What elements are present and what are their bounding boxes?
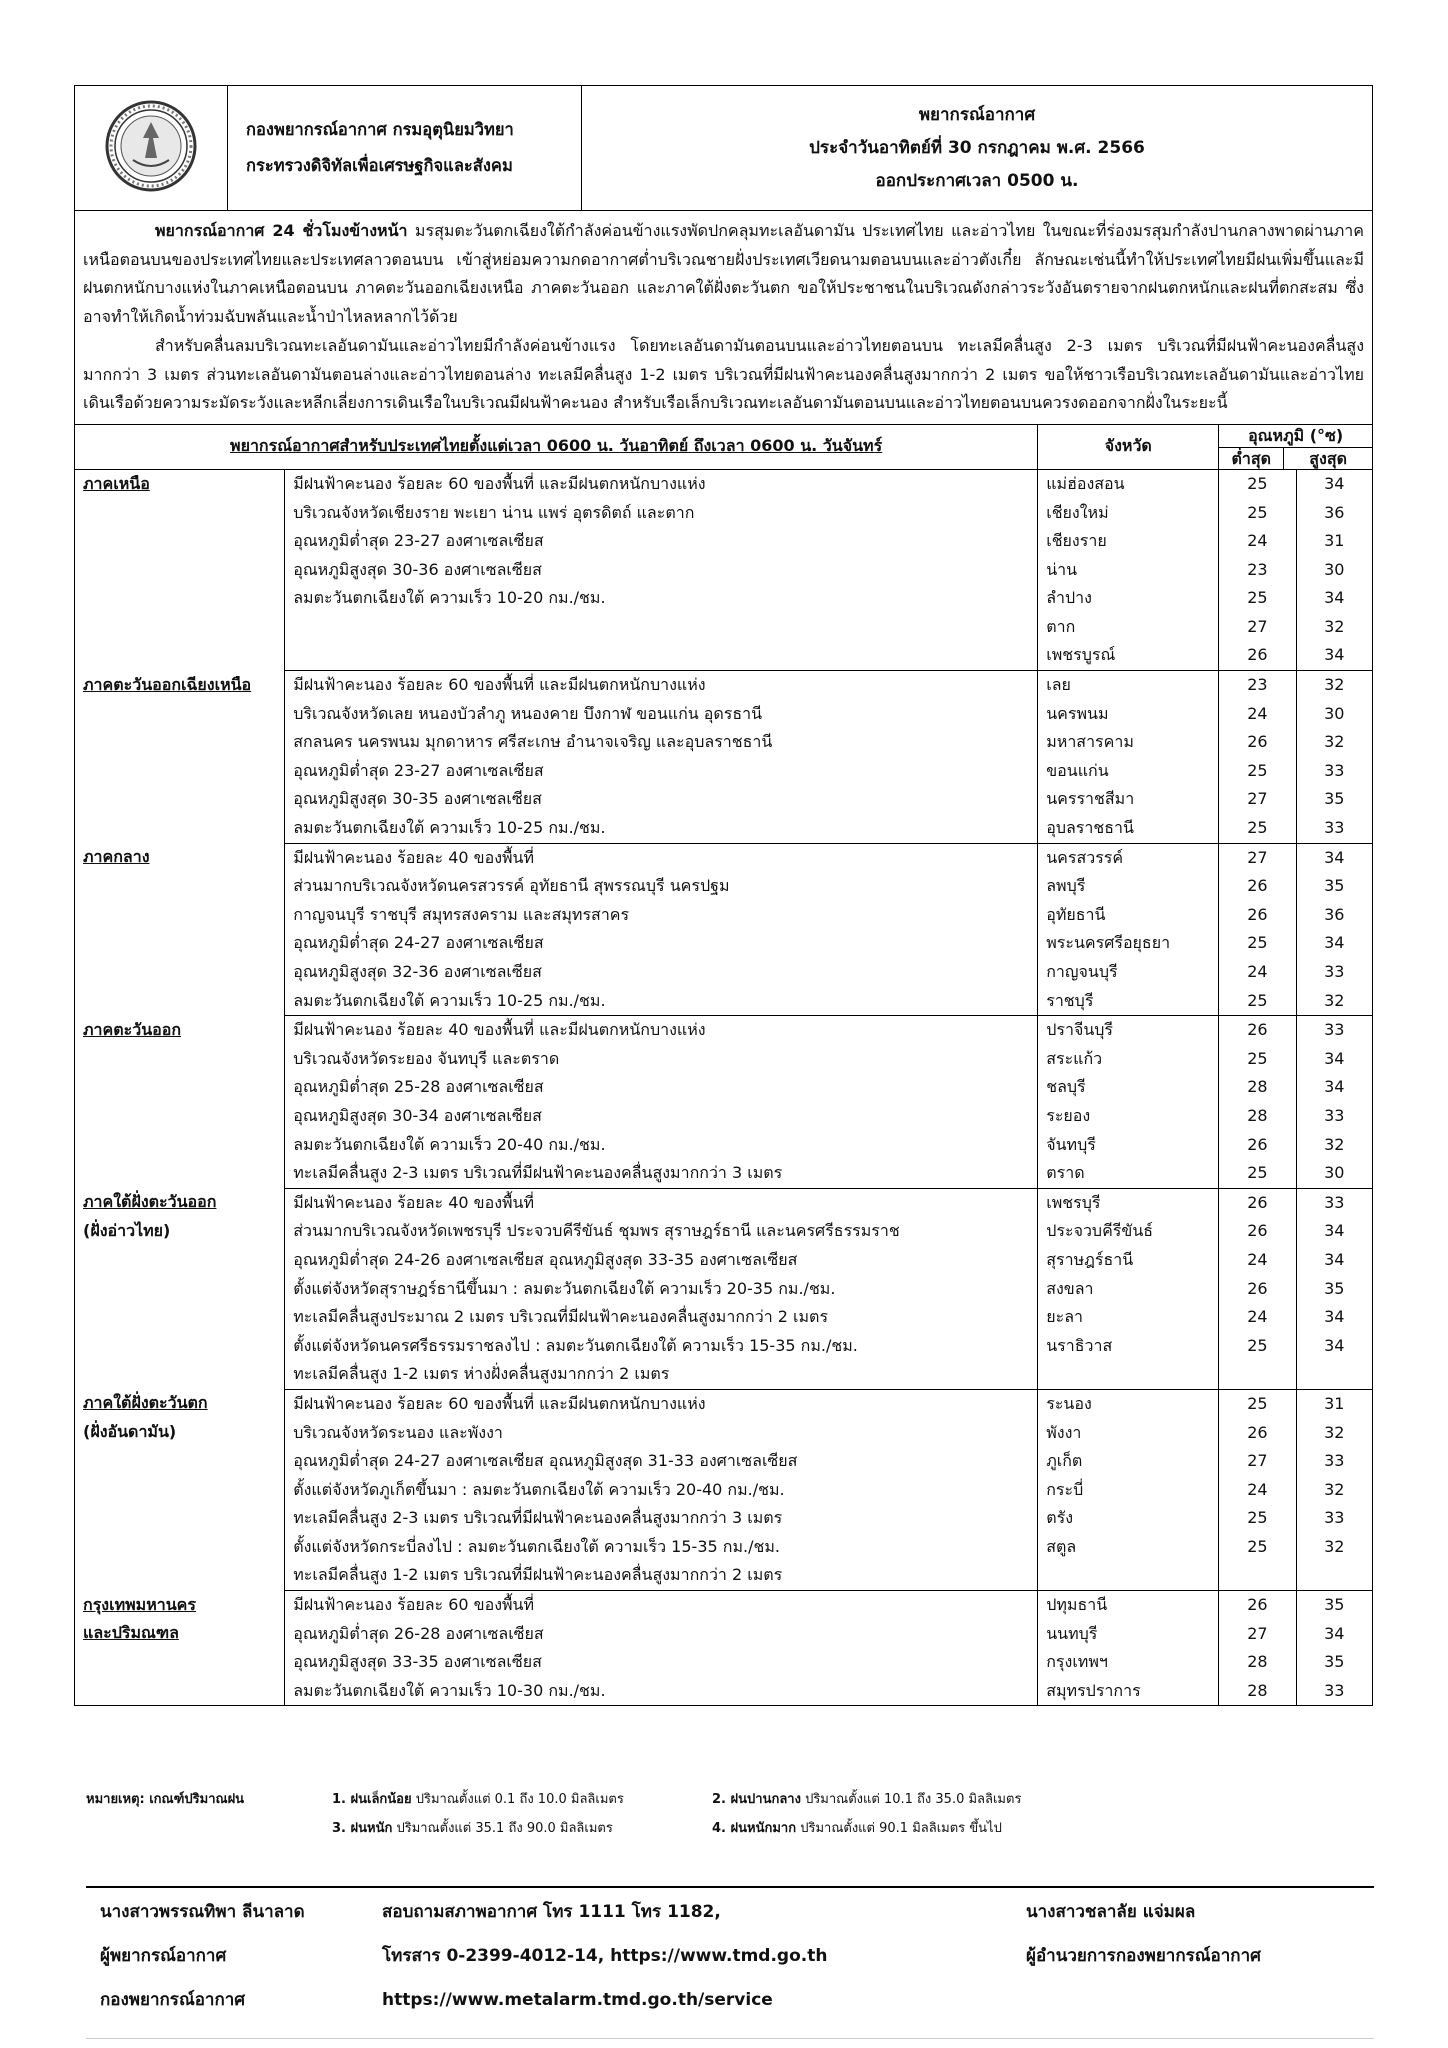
region-block <box>75 1389 1373 1590</box>
forecast-line: อุณหภูมิต่ำสุด 26-28 องศาเซลเซียส <box>285 1620 1038 1649</box>
min-temp: 25 <box>1219 929 1296 958</box>
forecast-line: อุณหภูมิสูงสุด 32-36 องศาเซลเซียส <box>285 958 1038 987</box>
region-name <box>75 1016 285 1189</box>
min-temp: 26 <box>1219 1217 1296 1246</box>
max-temp: 34 <box>1296 1073 1372 1102</box>
max-temp: 33 <box>1296 1016 1372 1045</box>
forecast-line: ทะเลมีคลื่นสูง 1-2 เมตร ห่างฝั่งคลื่นสูงมากกว่า 2 เมตร <box>285 1360 1038 1389</box>
temperature-header-label: อุณหภูมิ (°ซ) <box>1219 425 1372 448</box>
note-desc: ปริมาณตั้งแต่ 35.1 ถึง 90.0 มิลลิเมตร <box>392 1821 613 1836</box>
max-temp: 33 <box>1296 1677 1372 1706</box>
document-title: พยากรณ์อากาศ <box>918 104 1036 125</box>
forecast-line: อุณหภูมิต่ำสุด 23-27 องศาเซลเซียส <box>285 757 1038 786</box>
min-temp: 26 <box>1219 1131 1296 1160</box>
province-name: พระนครศรีอยุธยา <box>1038 929 1219 958</box>
forecaster-department: กองพยากรณ์อากาศ <box>100 1990 246 2010</box>
region-name-line: และปริมณฑล <box>83 1623 179 1643</box>
min-temp: 27 <box>1219 785 1296 814</box>
province-name: เพชรบูรณ์ <box>1038 641 1219 670</box>
region-block <box>75 671 1373 844</box>
forecast-document <box>74 85 1373 1706</box>
min-temp: 26 <box>1219 901 1296 930</box>
min-temp: 26 <box>1219 1016 1296 1045</box>
min-temp: 24 <box>1219 700 1296 729</box>
max-temp: 34 <box>1296 843 1372 872</box>
forecast-line: อุณหภูมิสูงสุด 30-34 องศาเซลเซียส <box>285 1102 1038 1131</box>
forecast-line: ทะเลมีคลื่นสูงประมาณ 2 เมตร บริเวณที่มีฝนฟ้าคะนองคลื่นสูงมากกว่า 2 เมตร <box>285 1303 1038 1332</box>
issue-time: ออกประกาศเวลา 0500 น. <box>875 170 1079 191</box>
forecast-line: บริเวณจังหวัดระยอง จันทบุรี และตราด <box>285 1045 1038 1074</box>
province-name: ตราด <box>1038 1159 1219 1188</box>
forecast-line: ส่วนมากบริเวณจังหวัดเพชรบุรี ประจวบคีรีขันธ์ ชุมพร สุราษฎร์ธานี และนครศรีธรรมราช <box>285 1217 1038 1246</box>
min-temp: 25 <box>1219 584 1296 613</box>
province-name: สตูล <box>1038 1533 1219 1562</box>
max-temp: 34 <box>1296 1620 1372 1649</box>
max-temp: 31 <box>1296 527 1372 556</box>
max-temp: 34 <box>1296 1332 1372 1361</box>
province-name: สุราษฎร์ธานี <box>1038 1246 1219 1275</box>
province-name: พังงา <box>1038 1419 1219 1448</box>
contact-info <box>382 1890 827 2022</box>
forecast-line: ทะเลมีคลื่นสูง 2-3 เมตร บริเวณที่มีฝนฟ้าคะนองคลื่นสูงมากกว่า 3 เมตร <box>285 1159 1038 1188</box>
bottom-rule <box>86 2038 1374 2039</box>
forecaster-name: นางสาวพรรณทิพา ลีนาลาด <box>100 1902 305 1922</box>
forecast-summary <box>74 211 1373 425</box>
province-name: เชียงใหม่ <box>1038 499 1219 528</box>
province-name: ระยอง <box>1038 1102 1219 1131</box>
min-temp: 26 <box>1219 872 1296 901</box>
director-name: นางสาวชลาลัย แจ่มผล <box>1026 1902 1196 1922</box>
min-temp <box>1219 1360 1296 1389</box>
province-name: ปทุมธานี <box>1038 1591 1219 1620</box>
forecast-line: ตั้งแต่จังหวัดภูเก็ตขึ้นมา : ลมตะวันตกเฉียงใต้ ความเร็ว 20-40 กม./ชม. <box>285 1476 1038 1505</box>
region-name-line: (ฝั่งอันดามัน) <box>83 1422 177 1442</box>
max-temp: 34 <box>1296 469 1372 498</box>
province-name: ลพบุรี <box>1038 872 1219 901</box>
max-temp: 32 <box>1296 728 1372 757</box>
max-temp: 33 <box>1296 1102 1372 1131</box>
max-temp: 30 <box>1296 1159 1372 1188</box>
max-temp: 35 <box>1296 1275 1372 1304</box>
min-temp: 26 <box>1219 1188 1296 1217</box>
forecast-line: ลมตะวันตกเฉียงใต้ ความเร็ว 10-25 กม./ชม. <box>285 814 1038 843</box>
province-name: ตาก <box>1038 613 1219 642</box>
region-name-line: ภาคกลาง <box>83 847 150 867</box>
min-temp: 27 <box>1219 613 1296 642</box>
max-temp: 33 <box>1296 1188 1372 1217</box>
forecast-line <box>285 641 1038 670</box>
province-name: อุบลราชธานี <box>1038 814 1219 843</box>
forecast-period-header: พยากรณ์อากาศสำหรับประเทศไทยตั้งแต่เวลา 0600 น. วันอาทิตย์ ถึงเวลา 0600 น. วันจันทร์ <box>75 425 1038 470</box>
agency-cell <box>228 86 582 211</box>
max-temp <box>1296 1561 1372 1590</box>
header-table <box>74 85 1373 211</box>
max-temp: 36 <box>1296 499 1372 528</box>
note-term: 3. ฝนหนัก <box>332 1821 393 1836</box>
region-name-line: ภาคตะวันออกเฉียงเหนือ <box>83 674 252 694</box>
note-item <box>712 1814 1002 1843</box>
region-name-line: กรุงเทพมหานคร <box>83 1594 196 1614</box>
min-temp: 26 <box>1219 1419 1296 1448</box>
max-temp: 33 <box>1296 814 1372 843</box>
province-header: จังหวัด <box>1038 425 1219 470</box>
province-name: ราชบุรี <box>1038 987 1219 1016</box>
province-name: นครราชสีมา <box>1038 785 1219 814</box>
max-temp <box>1296 1360 1372 1389</box>
min-temp: 28 <box>1219 1648 1296 1677</box>
forecast-line: ทะเลมีคลื่นสูง 2-3 เมตร บริเวณที่มีฝนฟ้าคะนองคลื่นสูงมากกว่า 3 เมตร <box>285 1504 1038 1533</box>
province-name: ขอนแก่น <box>1038 757 1219 786</box>
province-name: นนทบุรี <box>1038 1620 1219 1649</box>
province-name: มหาสารคาม <box>1038 728 1219 757</box>
region-name <box>75 843 285 1016</box>
forecast-line <box>285 613 1038 642</box>
min-temp: 26 <box>1219 641 1296 670</box>
max-temp: 34 <box>1296 641 1372 670</box>
max-temp: 36 <box>1296 901 1372 930</box>
min-temp: 25 <box>1219 1533 1296 1562</box>
agency-name: กองพยากรณ์อากาศ กรมอุตุนิยมวิทยา <box>246 120 514 139</box>
title-cell <box>582 86 1373 211</box>
min-temp: 23 <box>1219 671 1296 700</box>
region-block <box>75 1188 1373 1389</box>
min-temp: 28 <box>1219 1073 1296 1102</box>
note-desc: ปริมาณตั้งแต่ 90.1 มิลลิเมตร ขึ้นไป <box>796 1821 1002 1836</box>
forecast-line: อุณหภูมิต่ำสุด 23-27 องศาเซลเซียส <box>285 527 1038 556</box>
max-temp: 31 <box>1296 1389 1372 1418</box>
note-item <box>712 1785 1021 1814</box>
forecast-line: ส่วนมากบริเวณจังหวัดนครสวรรค์ อุทัยธานี สุพรรณบุรี นครปฐม <box>285 872 1038 901</box>
note-term: 4. ฝนหนักมาก <box>712 1821 797 1836</box>
province-name <box>1038 1360 1219 1389</box>
min-temp-header: ต่ำสุด <box>1219 448 1284 469</box>
region-block <box>75 843 1373 1016</box>
footer-divider <box>86 1886 1374 1888</box>
min-temp: 25 <box>1219 1504 1296 1533</box>
province-name: ภูเก็ต <box>1038 1447 1219 1476</box>
max-temp: 32 <box>1296 671 1372 700</box>
forecast-line: ลมตะวันตกเฉียงใต้ ความเร็ว 10-20 กม./ชม. <box>285 584 1038 613</box>
region-name <box>75 1188 285 1389</box>
temperature-subheaders <box>1219 448 1372 469</box>
max-temp: 35 <box>1296 872 1372 901</box>
forecast-line: ตั้งแต่จังหวัดสุราษฎร์ธานีขึ้นมา : ลมตะวันตกเฉียงใต้ ความเร็ว 20-35 กม./ชม. <box>285 1275 1038 1304</box>
province-name: กรุงเทพฯ <box>1038 1648 1219 1677</box>
table-row <box>75 469 1373 498</box>
province-name: ระนอง <box>1038 1389 1219 1418</box>
forecast-line: บริเวณจังหวัดเชียงราย พะเยา น่าน แพร่ อุตรดิตถ์ และตาก <box>285 499 1038 528</box>
min-temp: 25 <box>1219 814 1296 843</box>
forecast-line: มีฝนฟ้าคะนอง ร้อยละ 60 ของพื้นที่ และมีฝนตกหนักบางแห่ง <box>285 671 1038 700</box>
province-name: ยะลา <box>1038 1303 1219 1332</box>
forecast-line: อุณหภูมิสูงสุด 33-35 องศาเซลเซียส <box>285 1648 1038 1677</box>
min-temp: 24 <box>1219 527 1296 556</box>
max-temp: 30 <box>1296 700 1372 729</box>
min-temp: 25 <box>1219 469 1296 498</box>
forecast-line: ทะเลมีคลื่นสูง 1-2 เมตร บริเวณที่มีฝนฟ้าคะนองคลื่นสูงมากกว่า 2 เมตร <box>285 1561 1038 1590</box>
table-row <box>75 671 1373 700</box>
max-temp: 32 <box>1296 987 1372 1016</box>
min-temp: 27 <box>1219 1447 1296 1476</box>
contact-phone: สอบถามสภาพอากาศ โทร 1111 โทร 1182, <box>382 1902 721 1922</box>
forecast-line: มีฝนฟ้าคะนอง ร้อยละ 40 ของพื้นที่ <box>285 1188 1038 1217</box>
forecast-line: มีฝนฟ้าคะนอง ร้อยละ 60 ของพื้นที่ <box>285 1591 1038 1620</box>
province-name: สมุทรปราการ <box>1038 1677 1219 1706</box>
logo-cell <box>75 86 228 211</box>
province-name: จันทบุรี <box>1038 1131 1219 1160</box>
forecast-line: สกลนคร นครพนม มุกดาหาร ศรีสะเกษ อำนาจเจริญ และอุบลราชธานี <box>285 728 1038 757</box>
province-name: สระแก้ว <box>1038 1045 1219 1074</box>
forecast-line: มีฝนฟ้าคะนอง ร้อยละ 40 ของพื้นที่ <box>285 843 1038 872</box>
region-block <box>75 1591 1373 1706</box>
forecaster-signature <box>100 1890 305 2022</box>
forecast-line: ตั้งแต่จังหวัดกระบี่ลงไป : ลมตะวันตกเฉียงใต้ ความเร็ว 15-35 กม./ชม. <box>285 1533 1038 1562</box>
max-temp: 30 <box>1296 556 1372 585</box>
min-temp: 26 <box>1219 728 1296 757</box>
min-temp: 25 <box>1219 499 1296 528</box>
note-term: 1. ฝนเล็กน้อย <box>332 1792 412 1807</box>
forecast-line: อุณหภูมิต่ำสุด 24-27 องศาเซลเซียส อุณหภูมิสูงสุด 31-33 องศาเซลเซียส <box>285 1447 1038 1476</box>
province-name: แม่ฮ่องสอน <box>1038 469 1219 498</box>
min-temp: 26 <box>1219 1591 1296 1620</box>
province-name: เลย <box>1038 671 1219 700</box>
table-row <box>75 843 1373 872</box>
province-name: ตรัง <box>1038 1504 1219 1533</box>
tmd-seal-icon <box>103 98 199 194</box>
contact-fax-website[interactable]: โทรสาร 0-2399-4012-14, https://www.tmd.go.th <box>382 1946 828 1966</box>
province-name: เชียงราย <box>1038 527 1219 556</box>
province-name: สงขลา <box>1038 1275 1219 1304</box>
forecast-line: อุณหภูมิสูงสุด 30-35 องศาเซลเซียส <box>285 785 1038 814</box>
province-name: ปราจีนบุรี <box>1038 1016 1219 1045</box>
min-temp: 27 <box>1219 1620 1296 1649</box>
max-temp: 34 <box>1296 1303 1372 1332</box>
province-name: ลำปาง <box>1038 584 1219 613</box>
max-temp: 33 <box>1296 958 1372 987</box>
summary-paragraph-2: สำหรับคลื่นลมบริเวณทะเลอันดามันและอ่าวไทยมีกำลังค่อนข้างแรง โดยทะเลอันดามันตอนบนและอ่าวไทยตอนบน ทะเลมีคลื่นสูง 2-3 เมตร บริเวณที่มีฝนฟ้าคะนองคลื่นสูงมากกว่า 3 เมตร ส่วนทะเลอันดามันตอนล่างและอ่าวไทยตอนล่าง ทะเลมีคลื่นสูง 1-2 เมตร บริเวณที่มีฝนฟ้าคะนองคลื่นสูงมากกว่า 2 เมตร ขอให้ชาวเรือบริเวณทะเลอันดามันและอ่าวไทยเดินเรือด้วยความระมัดระวังและหลีกเลี่ยงการเดินเรือในบริเวณมีฝนฟ้าคะนอง สำหรับเรือเล็กบริเวณทะเลอันดามันตอนบนและอ่าวไทยตอนบนควรงดออกจากฝั่งในระยะนี้ <box>83 335 1364 413</box>
table-row <box>75 1016 1373 1045</box>
min-temp: 24 <box>1219 1476 1296 1505</box>
temperature-header <box>1219 425 1373 470</box>
max-temp: 32 <box>1296 1131 1372 1160</box>
max-temp: 32 <box>1296 1476 1372 1505</box>
min-temp: 24 <box>1219 1246 1296 1275</box>
region-name-line: ภาคใต้ฝั่งตะวันออก <box>83 1192 217 1212</box>
province-name: ชลบุรี <box>1038 1073 1219 1102</box>
table-row <box>75 1591 1373 1620</box>
max-temp: 34 <box>1296 929 1372 958</box>
min-temp: 25 <box>1219 757 1296 786</box>
forecast-line: ลมตะวันตกเฉียงใต้ ความเร็ว 20-40 กม./ชม. <box>285 1131 1038 1160</box>
province-name <box>1038 1561 1219 1590</box>
max-temp: 33 <box>1296 1504 1372 1533</box>
region-name-line: ภาคตะวันออก <box>83 1019 182 1039</box>
max-temp: 34 <box>1296 584 1372 613</box>
note-item <box>332 1785 624 1814</box>
max-temp: 34 <box>1296 1217 1372 1246</box>
forecast-line: มีฝนฟ้าคะนอง ร้อยละ 40 ของพื้นที่ และมีฝนตกหนักบางแห่ง <box>285 1016 1038 1045</box>
forecast-line: อุณหภูมิสูงสุด 30-36 องศาเซลเซียส <box>285 556 1038 585</box>
min-temp: 24 <box>1219 958 1296 987</box>
max-temp: 33 <box>1296 1447 1372 1476</box>
min-temp: 28 <box>1219 1102 1296 1131</box>
province-name: อุทัยธานี <box>1038 901 1219 930</box>
region-name-line: ภาคใต้ฝั่งตะวันตก <box>83 1393 208 1413</box>
province-name: เพชรบุรี <box>1038 1188 1219 1217</box>
max-temp: 32 <box>1296 1533 1372 1562</box>
forecast-line: บริเวณจังหวัดระนอง และพังงา <box>285 1419 1038 1448</box>
forecast-line: อุณหภูมิต่ำสุด 24-27 องศาเซลเซียส <box>285 929 1038 958</box>
forecast-line: มีฝนฟ้าคะนอง ร้อยละ 60 ของพื้นที่ และมีฝนตกหนักบางแห่ง <box>285 1389 1038 1418</box>
note-desc: ปริมาณตั้งแต่ 0.1 ถึง 10.0 มิลลิเมตร <box>411 1792 624 1807</box>
rainfall-note <box>86 1785 1186 1845</box>
min-temp: 27 <box>1219 843 1296 872</box>
max-temp: 32 <box>1296 613 1372 642</box>
province-name: กาญจนบุรี <box>1038 958 1219 987</box>
province-name: ประจวบคีรีขันธ์ <box>1038 1217 1219 1246</box>
max-temp: 35 <box>1296 1591 1372 1620</box>
min-temp: 25 <box>1219 1045 1296 1074</box>
min-temp <box>1219 1561 1296 1590</box>
region-block <box>75 469 1373 670</box>
region-name <box>75 469 285 670</box>
contact-service-link[interactable]: https://www.metalarm.tmd.go.th/service <box>382 1990 773 2010</box>
forecaster-title: ผู้พยากรณ์อากาศ <box>100 1946 227 1966</box>
region-name <box>75 1389 285 1590</box>
province-name: น่าน <box>1038 556 1219 585</box>
min-temp: 25 <box>1219 1389 1296 1418</box>
forecast-line: มีฝนฟ้าคะนอง ร้อยละ 60 ของพื้นที่ และมีฝนตกหนักบางแห่ง <box>285 469 1038 498</box>
max-temp: 34 <box>1296 1045 1372 1074</box>
regional-forecast-table <box>74 425 1373 1707</box>
min-temp: 25 <box>1219 987 1296 1016</box>
max-temp: 35 <box>1296 785 1372 814</box>
director-title: ผู้อำนวยการกองพยากรณ์อากาศ <box>1026 1946 1261 1966</box>
note-item <box>332 1814 613 1843</box>
forecast-line: กาญจนบุรี ราชบุรี สมุทรสงคราม และสมุทรสาคร <box>285 901 1038 930</box>
region-name <box>75 1591 285 1706</box>
min-temp: 25 <box>1219 1332 1296 1361</box>
min-temp: 24 <box>1219 1303 1296 1332</box>
table-row <box>75 1389 1373 1418</box>
forecast-line: ลมตะวันตกเฉียงใต้ ความเร็ว 10-25 กม./ชม. <box>285 987 1038 1016</box>
note-desc: ปริมาณตั้งแต่ 10.1 ถึง 35.0 มิลลิเมตร <box>800 1792 1022 1807</box>
province-name: กระบี่ <box>1038 1476 1219 1505</box>
summary-text-1: มรสุมตะวันตกเฉียงใต้กำลังค่อนข้างแรงพัดปกคลุมทะเลอันดามัน ประเทศไทย และอ่าวไทย ในขณะที่ร่องมรสุมกำลังปานกลางพาดผ่านภาคเหนือตอนบนของประเทศไทยและประเทศลาวตอนบน เข้าสู่หย่อมความกดอากาศต่ำบริเวณชายฝั่งประเทศเวียดนามตอนบนและอ่าวตังเกี๋ย ลักษณะเช่นนี้ทำให้ประเทศไทยมีฝนเพิ่มขึ้นและมีฝนตกหนักบางแห่งในภาคเหนือตอนบน ภาคตะวันออกเฉียงเหนือ ภาคตะวันออก และภาคใต้ฝั่งตะวันตก ขอให้ประชาชนในบริเวณดังกล่าวระวังอันตรายจากฝนตกหนักและฝนที่ตกสะสม ซึ่งอาจทำให้เกิดน้ำท่วมฉับพลันและน้ำป่าไหลหลากไว้ด้วย <box>83 221 1364 327</box>
max-temp-header: สูงสุด <box>1309 448 1348 468</box>
director-signature <box>1026 1890 1261 1978</box>
note-term: 2. ฝนปานกลาง <box>712 1792 801 1807</box>
max-temp: 34 <box>1296 1246 1372 1275</box>
min-temp: 26 <box>1219 1275 1296 1304</box>
forecast-line: บริเวณจังหวัดเลย หนองบัวลำภู หนองคาย บึงกาฬ ขอนแก่น อุดรธานี <box>285 700 1038 729</box>
region-block <box>75 1016 1373 1189</box>
region-name <box>75 671 285 844</box>
note-label: หมายเหตุ: เกณฑ์ปริมาณฝน <box>86 1792 245 1807</box>
province-name: นครพนม <box>1038 700 1219 729</box>
max-temp: 33 <box>1296 757 1372 786</box>
max-temp: 32 <box>1296 1419 1372 1448</box>
forecast-line: อุณหภูมิต่ำสุด 24-26 องศาเซลเซียส อุณหภูมิสูงสุด 33-35 องศาเซลเซียส <box>285 1246 1038 1275</box>
province-name: นราธิวาส <box>1038 1332 1219 1361</box>
ministry-name: กระทรวงดิจิทัลเพื่อเศรษฐกิจและสังคม <box>246 156 513 175</box>
region-name-line: ภาคเหนือ <box>83 473 150 493</box>
min-temp: 23 <box>1219 556 1296 585</box>
summary-paragraph-1 <box>83 217 1364 332</box>
summary-lead: พยากรณ์อากาศ 24 ชั่วโมงข้างหน้า <box>155 221 408 240</box>
min-temp: 28 <box>1219 1677 1296 1706</box>
forecast-line: ตั้งแต่จังหวัดนครศรีธรรมราชลงไป : ลมตะวันตกเฉียงใต้ ความเร็ว 15-35 กม./ชม. <box>285 1332 1038 1361</box>
forecast-line: อุณหภูมิต่ำสุด 25-28 องศาเซลเซียส <box>285 1073 1038 1102</box>
table-row <box>75 1188 1373 1217</box>
min-temp: 25 <box>1219 1159 1296 1188</box>
province-name: นครสวรรค์ <box>1038 843 1219 872</box>
forecast-line: ลมตะวันตกเฉียงใต้ ความเร็ว 10-30 กม./ชม. <box>285 1677 1038 1706</box>
region-name-line: (ฝั่งอ่าวไทย) <box>83 1220 171 1240</box>
max-temp: 35 <box>1296 1648 1372 1677</box>
document-date: ประจำวันอาทิตย์ที่ 30 กรกฎาคม พ.ศ. 2566 <box>809 137 1145 158</box>
